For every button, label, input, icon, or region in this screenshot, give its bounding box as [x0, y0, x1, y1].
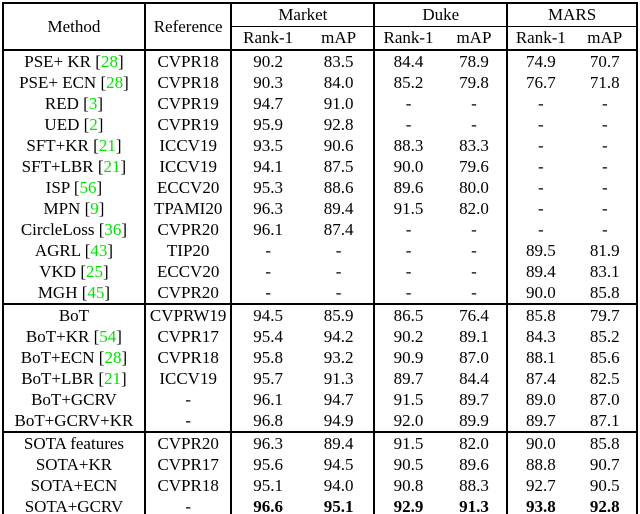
section-sota: [3, 432, 637, 514]
reference-cell: TIP20: [145, 240, 232, 261]
table-header: [3, 3, 637, 50]
citation-link[interactable]: 28: [106, 73, 124, 92]
metric-value-cell: 90.0: [374, 156, 441, 177]
reference-cell: TPAMI20: [145, 198, 232, 219]
metric-value-cell: 92.8: [589, 497, 620, 514]
method-cell: SOTA features: [23, 434, 125, 453]
metric-value-cell: 89.1: [459, 327, 489, 346]
citation-link[interactable]: 36: [104, 220, 122, 239]
method-cell: SOTA+GCRV: [24, 497, 124, 514]
metric-value-cell: -: [335, 241, 342, 260]
metric-value-cell: 79.6: [459, 157, 489, 176]
metric-value-cell: -: [471, 262, 477, 281]
metric-value-cell: -: [231, 261, 303, 282]
citation-link[interactable]: 28: [104, 348, 122, 367]
metric-value-cell: 85.2: [589, 327, 620, 346]
method-cell: SFT+KR [21]: [26, 136, 122, 155]
citation-link[interactable]: 21: [103, 157, 121, 176]
metric-value-cell: 95.4: [231, 326, 303, 347]
metric-value-cell: 90.6: [323, 136, 354, 155]
metric-value-cell: 89.4: [323, 199, 354, 218]
reference-cell: ICCV19: [145, 156, 232, 177]
method-cell: BoT+GCRV+KR: [14, 411, 134, 430]
table-row: [3, 454, 637, 475]
metric-value-cell: -: [601, 199, 608, 218]
metric-value-cell: 94.0: [323, 476, 354, 495]
table-row: [3, 389, 637, 410]
metric-value-cell: 87.1: [589, 411, 620, 430]
metric-value-cell: 90.5: [589, 476, 620, 495]
reference-cell: -: [145, 389, 232, 410]
metric-value-cell: 96.8: [231, 410, 303, 432]
citation-link[interactable]: 21: [98, 136, 116, 155]
metric-value-cell: 89.7: [459, 390, 489, 409]
metric-value-cell: 88.6: [323, 178, 354, 197]
metric-value-cell: 86.5: [374, 304, 441, 326]
metric-value-cell: -: [507, 198, 573, 219]
reference-cell: CVPR18: [145, 72, 232, 93]
table-row: [3, 368, 637, 389]
metric-value-cell: 87.4: [323, 220, 354, 239]
metric-value-cell: 76.7: [507, 72, 573, 93]
reference-cell: CVPR19: [145, 114, 232, 135]
reference-cell: -: [145, 410, 232, 432]
table-row: [3, 93, 637, 114]
method-cell: SFT+LBR [21]: [21, 157, 127, 176]
subheader-market-rank1: Rank-1: [231, 27, 303, 51]
metric-value-cell: 95.3: [231, 177, 303, 198]
metric-value-cell: 91.5: [374, 432, 441, 454]
table-row: [3, 198, 637, 219]
metric-value-cell: 90.3: [231, 72, 303, 93]
metric-value-cell: -: [507, 219, 573, 240]
metric-value-cell: 96.6: [231, 496, 303, 514]
metric-value-cell: 90.0: [507, 432, 573, 454]
metric-value-cell: 92.9: [374, 496, 441, 514]
reference-cell: CVPR20: [145, 219, 232, 240]
citation-link[interactable]: 45: [87, 283, 105, 302]
subheader-duke-map: mAP: [456, 28, 492, 47]
column-header-method: Method: [47, 16, 101, 36]
metric-value-cell: 92.7: [507, 475, 573, 496]
metric-value-cell: 95.1: [231, 475, 303, 496]
reference-cell: ECCV20: [145, 177, 232, 198]
section-published-methods: [3, 50, 637, 304]
metric-value-cell: -: [507, 114, 573, 135]
metric-value-cell: -: [335, 262, 342, 281]
metric-value-cell: 84.3: [507, 326, 573, 347]
metric-value-cell: 85.2: [374, 72, 441, 93]
method-cell: ISP [56]: [45, 178, 103, 197]
method-cell: MPN [9]: [43, 199, 105, 218]
metric-value-cell: -: [471, 220, 477, 239]
method-cell: BoT+ECN [28]: [20, 348, 128, 367]
metric-value-cell: 81.9: [589, 241, 620, 260]
metric-value-cell: 71.8: [589, 73, 620, 92]
metric-value-cell: 89.7: [507, 410, 573, 432]
metric-value-cell: -: [471, 283, 477, 302]
metric-value-cell: -: [374, 240, 441, 261]
subheader-market-map: mAP: [321, 28, 357, 47]
metric-value-cell: 83.1: [589, 262, 620, 281]
method-cell: BoT: [58, 306, 90, 325]
table-row: [3, 50, 637, 72]
subheader-mars-map: mAP: [587, 28, 623, 47]
citation-link[interactable]: 28: [100, 52, 118, 71]
metric-value-cell: 90.2: [374, 326, 441, 347]
metric-value-cell: 91.0: [323, 94, 354, 113]
metric-value-cell: 83.3: [459, 136, 489, 155]
metric-value-cell: -: [471, 115, 477, 134]
metric-value-cell: 91.3: [459, 497, 489, 514]
metric-value-cell: 74.9: [507, 50, 573, 72]
table-row: [3, 261, 637, 282]
table-row: [3, 304, 637, 326]
metric-value-cell: 90.8: [374, 475, 441, 496]
metric-value-cell: 95.6: [231, 454, 303, 475]
metric-value-cell: 84.4: [374, 50, 441, 72]
metric-value-cell: 94.7: [231, 93, 303, 114]
metric-value-cell: 95.1: [323, 497, 354, 514]
metric-value-cell: 96.1: [231, 219, 303, 240]
group-header-market: Market: [231, 3, 374, 27]
table-row: [3, 72, 637, 93]
reference-cell: CVPR18: [145, 475, 232, 496]
metric-value-cell: -: [471, 241, 477, 260]
metric-value-cell: 95.9: [231, 114, 303, 135]
reference-cell: ECCV20: [145, 261, 232, 282]
metric-value-cell: -: [374, 114, 441, 135]
metric-value-cell: -: [601, 136, 608, 155]
reference-cell: CVPR18: [145, 347, 232, 368]
metric-value-cell: 88.3: [459, 476, 489, 495]
citation-link[interactable]: 25: [85, 262, 103, 281]
citation-link[interactable]: 3: [88, 94, 98, 113]
citation-link[interactable]: 43: [90, 241, 108, 260]
metric-value-cell: 90.5: [374, 454, 441, 475]
metric-value-cell: -: [335, 283, 342, 302]
metric-value-cell: 84.0: [323, 73, 354, 92]
group-header-mars: MARS: [507, 3, 637, 27]
metric-value-cell: -: [507, 156, 573, 177]
metric-value-cell: 89.9: [459, 411, 489, 430]
metric-value-cell: -: [601, 115, 608, 134]
citation-link[interactable]: 56: [79, 178, 97, 197]
method-cell: BoT+KR [54]: [25, 327, 122, 346]
citation-link[interactable]: 2: [89, 115, 98, 134]
metric-value-cell: 83.5: [323, 52, 354, 71]
metric-value-cell: 94.1: [231, 156, 303, 177]
reference-cell: CVPR18: [145, 50, 232, 72]
metric-value-cell: 79.8: [459, 73, 489, 92]
metric-value-cell: -: [601, 157, 608, 176]
metric-value-cell: 88.1: [507, 347, 573, 368]
metric-value-cell: 78.9: [459, 52, 489, 71]
metric-value-cell: 89.4: [323, 434, 354, 453]
reference-cell: ICCV19: [145, 368, 232, 389]
metric-value-cell: -: [601, 94, 608, 113]
metric-value-cell: 82.0: [459, 199, 489, 218]
metric-value-cell: -: [471, 94, 477, 113]
table-row: [3, 240, 637, 261]
table-row: [3, 496, 637, 514]
metric-value-cell: 85.8: [589, 434, 620, 453]
citation-link[interactable]: 9: [90, 199, 99, 218]
metric-value-cell: 96.3: [231, 198, 303, 219]
citation-link[interactable]: 54: [99, 327, 117, 346]
metric-value-cell: 94.5: [231, 304, 303, 326]
metric-value-cell: -: [601, 220, 608, 239]
results-table: [2, 2, 638, 514]
metric-value-cell: 88.3: [374, 135, 441, 156]
metric-value-cell: -: [507, 177, 573, 198]
metric-value-cell: 91.3: [323, 369, 354, 388]
reference-cell: CVPR20: [145, 282, 232, 304]
metric-value-cell: -: [231, 240, 303, 261]
metric-value-cell: 87.0: [459, 348, 489, 367]
table-row: [3, 114, 637, 135]
metric-value-cell: 85.6: [589, 348, 620, 367]
metric-value-cell: 91.5: [374, 389, 441, 410]
metric-value-cell: 82.0: [459, 434, 489, 453]
method-cell: RED [3]: [44, 94, 103, 113]
metric-value-cell: 94.2: [323, 327, 354, 346]
metric-value-cell: 96.1: [231, 389, 303, 410]
table-row: [3, 347, 637, 368]
column-header-reference: Reference: [145, 3, 232, 50]
metric-value-cell: 94.5: [323, 455, 354, 474]
section-bot-baseline: [3, 304, 637, 432]
reference-cell: CVPR19: [145, 93, 232, 114]
metric-value-cell: 95.8: [231, 347, 303, 368]
metric-value-cell: 91.5: [374, 198, 441, 219]
metric-value-cell: 84.4: [459, 369, 489, 388]
method-cell: PSE+ KR [28]: [24, 52, 124, 71]
method-cell: VKD [25]: [39, 262, 109, 281]
metric-value-cell: 79.7: [589, 306, 620, 325]
metric-value-cell: 89.0: [507, 389, 573, 410]
metric-value-cell: 94.9: [323, 411, 354, 430]
metric-value-cell: -: [374, 93, 441, 114]
metric-value-cell: 85.8: [507, 304, 573, 326]
method-cell: SOTA+ECN: [30, 476, 118, 495]
metric-value-cell: 85.9: [323, 306, 354, 325]
table-row: [3, 135, 637, 156]
metric-value-cell: 92.8: [323, 115, 354, 134]
metric-value-cell: 96.3: [231, 432, 303, 454]
metric-value-cell: -: [374, 219, 441, 240]
table-row: [3, 326, 637, 347]
method-cell: CircleLoss [36]: [20, 220, 128, 239]
method-cell: MGH [45]: [37, 283, 111, 302]
metric-value-cell: -: [231, 282, 303, 304]
metric-value-cell: 89.7: [374, 368, 441, 389]
table-row: [3, 156, 637, 177]
metric-value-cell: 90.2: [231, 50, 303, 72]
metric-value-cell: 89.4: [507, 261, 573, 282]
metric-value-cell: 70.7: [589, 52, 620, 71]
metric-value-cell: -: [601, 178, 608, 197]
metric-value-cell: 93.2: [323, 348, 354, 367]
metric-value-cell: 93.8: [507, 496, 573, 514]
metric-value-cell: -: [374, 261, 441, 282]
metric-value-cell: 89.6: [374, 177, 441, 198]
reference-cell: CVPR20: [145, 432, 232, 454]
method-cell: BoT+GCRV: [31, 390, 117, 409]
metric-value-cell: 87.0: [589, 390, 620, 409]
metric-value-cell: 87.4: [507, 368, 573, 389]
method-cell: SOTA+KR: [35, 455, 113, 474]
reference-cell: CVPR17: [145, 454, 232, 475]
table-row: [3, 410, 637, 432]
metric-value-cell: -: [507, 135, 573, 156]
subheader-duke-rank1: Rank-1: [374, 27, 441, 51]
metric-value-cell: 92.0: [374, 410, 441, 432]
table-row: [3, 177, 637, 198]
metric-value-cell: 90.0: [507, 282, 573, 304]
reference-cell: CVPRW19: [145, 304, 232, 326]
metric-value-cell: 95.7: [231, 368, 303, 389]
metric-value-cell: 76.4: [459, 306, 489, 325]
metric-value-cell: -: [507, 93, 573, 114]
table-row: [3, 432, 637, 454]
table-row: [3, 282, 637, 304]
method-cell: UED [2]: [44, 115, 104, 134]
metric-value-cell: 85.8: [589, 283, 620, 302]
reference-cell: CVPR17: [145, 326, 232, 347]
reference-cell: ICCV19: [145, 135, 232, 156]
table-row: [3, 475, 637, 496]
metric-value-cell: 89.5: [507, 240, 573, 261]
metric-value-cell: 88.8: [507, 454, 573, 475]
metric-value-cell: 90.9: [374, 347, 441, 368]
method-cell: AGRL [43]: [34, 241, 114, 260]
method-cell: PSE+ ECN [28]: [19, 73, 129, 92]
method-cell: BoT+LBR [21]: [21, 369, 127, 388]
metric-value-cell: 94.7: [323, 390, 354, 409]
metric-value-cell: 90.7: [589, 455, 620, 474]
group-header-duke: Duke: [374, 3, 507, 27]
reference-cell: -: [145, 496, 232, 514]
metric-value-cell: 82.5: [589, 369, 620, 388]
table-row: [3, 219, 637, 240]
metric-value-cell: 89.6: [459, 455, 489, 474]
metric-value-cell: 93.5: [231, 135, 303, 156]
metric-value-cell: 87.5: [323, 157, 354, 176]
subheader-mars-rank1: Rank-1: [507, 27, 573, 51]
metric-value-cell: -: [374, 282, 441, 304]
metric-value-cell: 80.0: [459, 178, 489, 197]
citation-link[interactable]: 21: [104, 369, 121, 388]
